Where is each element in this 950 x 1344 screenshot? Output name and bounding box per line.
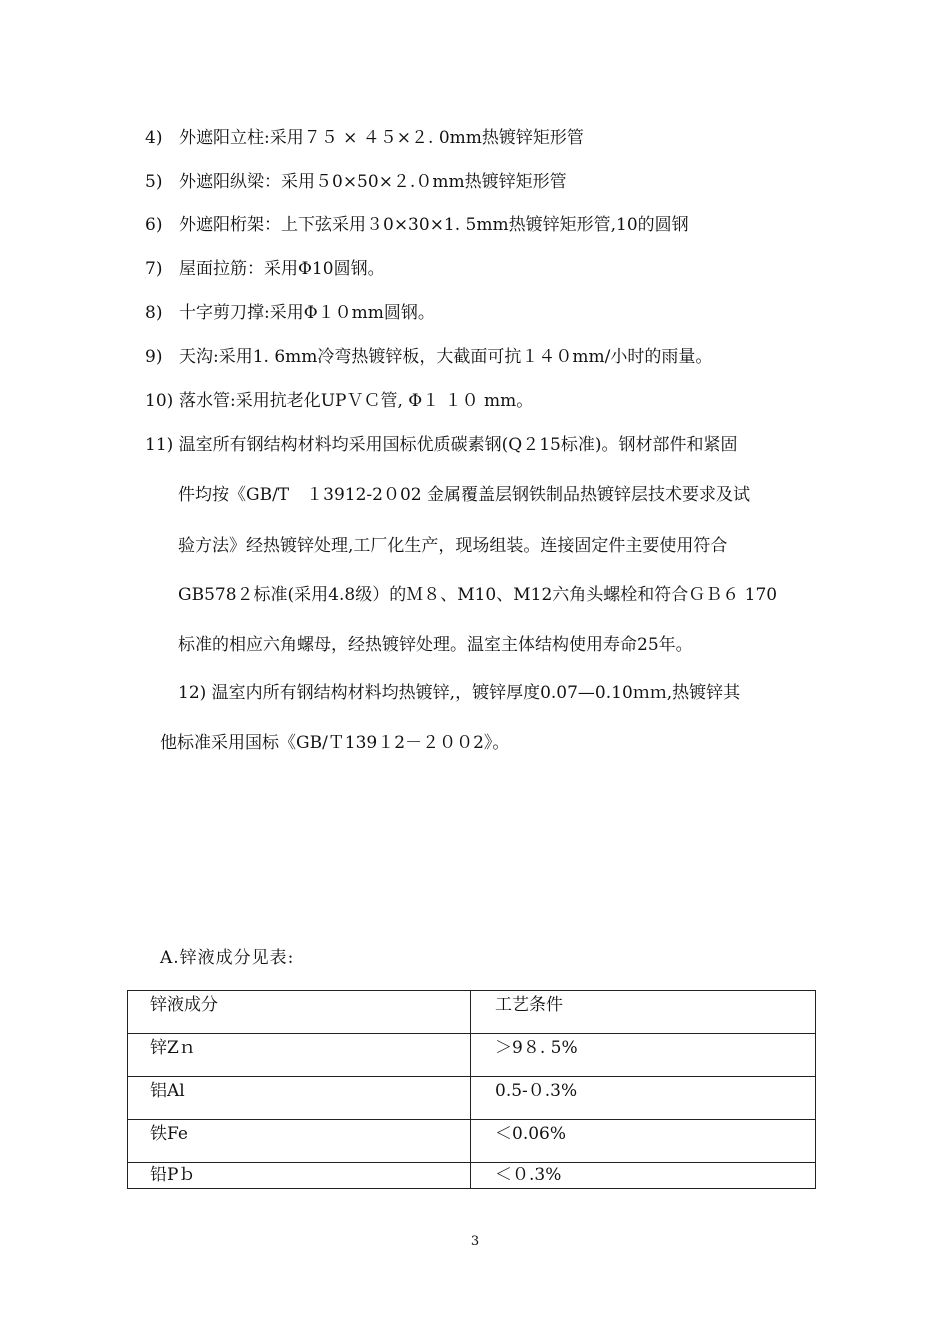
table-header-cell: 工艺条件	[471, 991, 816, 1034]
table-row	[128, 1120, 816, 1163]
item-text: 天沟:采用1. 6mm冷弯热镀锌板，大截面可抗１４０mm/小时的雨量。	[179, 347, 713, 367]
item-number: 10)	[145, 391, 174, 411]
table-cell: 铅Pｂ	[128, 1163, 471, 1189]
table-header-cell: 锌液成分	[128, 991, 471, 1034]
item-text: 落水管:采用抗老化UPＶＣ管, Φ１ １０ mm。	[179, 391, 534, 411]
paragraph-line: 验方法》经热镀锌处理,工厂化生产，现场组装。连接固定件主要使用符合	[178, 536, 728, 556]
item-text: 十字剪刀撑:采用Φ１０mm圆钢。	[179, 303, 435, 323]
item-11-first-line	[145, 435, 738, 455]
item-text: 屋面拉筋：采用Φ10圆钢。	[179, 259, 385, 279]
item-number: 6)	[145, 215, 163, 235]
table-row	[128, 1077, 816, 1120]
item-number: 8)	[145, 303, 163, 323]
paragraph-line: 件均按《GB/T １3912-2０02 金属覆盖层钢铁制品热镀锌层技术要求及试	[178, 485, 750, 505]
list-item	[145, 303, 435, 323]
item-number: 5)	[145, 172, 163, 192]
zinc-composition-table	[127, 990, 816, 1189]
table-header-row	[128, 991, 816, 1034]
list-item	[145, 215, 689, 235]
table-row	[128, 1163, 816, 1189]
list-item	[145, 172, 567, 192]
paragraph-line: 他标准采用国标《GB/Ｔ139１2－２００2》。	[160, 733, 510, 753]
item-text: 外遮阳立柱:采用７５ × ４５×２. 0mm热镀锌矩形管	[179, 128, 584, 148]
item-number: 11)	[145, 435, 174, 455]
table-cell: 锌Zｎ	[128, 1034, 471, 1077]
table-cell: 铝Al	[128, 1077, 471, 1120]
table-row	[128, 1034, 816, 1077]
table-cell: 铁Fe	[128, 1120, 471, 1163]
table-cell: ＞9８. 5%	[471, 1034, 816, 1077]
item-number: 9)	[145, 347, 163, 367]
list-item	[145, 391, 533, 411]
table-cell: 0.5-０.3%	[471, 1077, 816, 1120]
item-number: 7)	[145, 259, 163, 279]
table-caption: A.锌液成分见表:	[160, 948, 295, 968]
list-item	[145, 259, 385, 279]
table-cell: ＜０.3%	[471, 1163, 816, 1189]
paragraph-line: 12) 温室内所有钢结构材料均热镀锌,，镀锌厚度0.07—0.10ｍｍ,热镀锌其	[178, 683, 741, 703]
table-cell: ＜0.06%	[471, 1120, 816, 1163]
paragraph-line: 温室所有钢结构材料均采用国标优质碳素钢(Q２15标准)。钢材部件和紧固	[178, 435, 738, 455]
item-text: 外遮阳纵梁：采用５0×50×２.０mm热镀锌矩形管	[179, 172, 567, 192]
list-item	[145, 347, 712, 367]
page-number: 3	[470, 1234, 480, 1249]
paragraph-line: GB578２标准(采用4.8级）的Ｍ８、M10、M12六角头螺栓和符合ＧＢ６ 170	[178, 585, 778, 605]
item-text: 外遮阳桁架：上下弦采用３0×30×1. 5mm热镀锌矩形管,10的圆钢	[179, 215, 689, 235]
list-item	[145, 128, 584, 148]
paragraph-line: 标准的相应六角螺母，经热镀锌处理。温室主体结构使用寿命25年。	[178, 635, 693, 655]
item-number: 4)	[145, 128, 163, 148]
